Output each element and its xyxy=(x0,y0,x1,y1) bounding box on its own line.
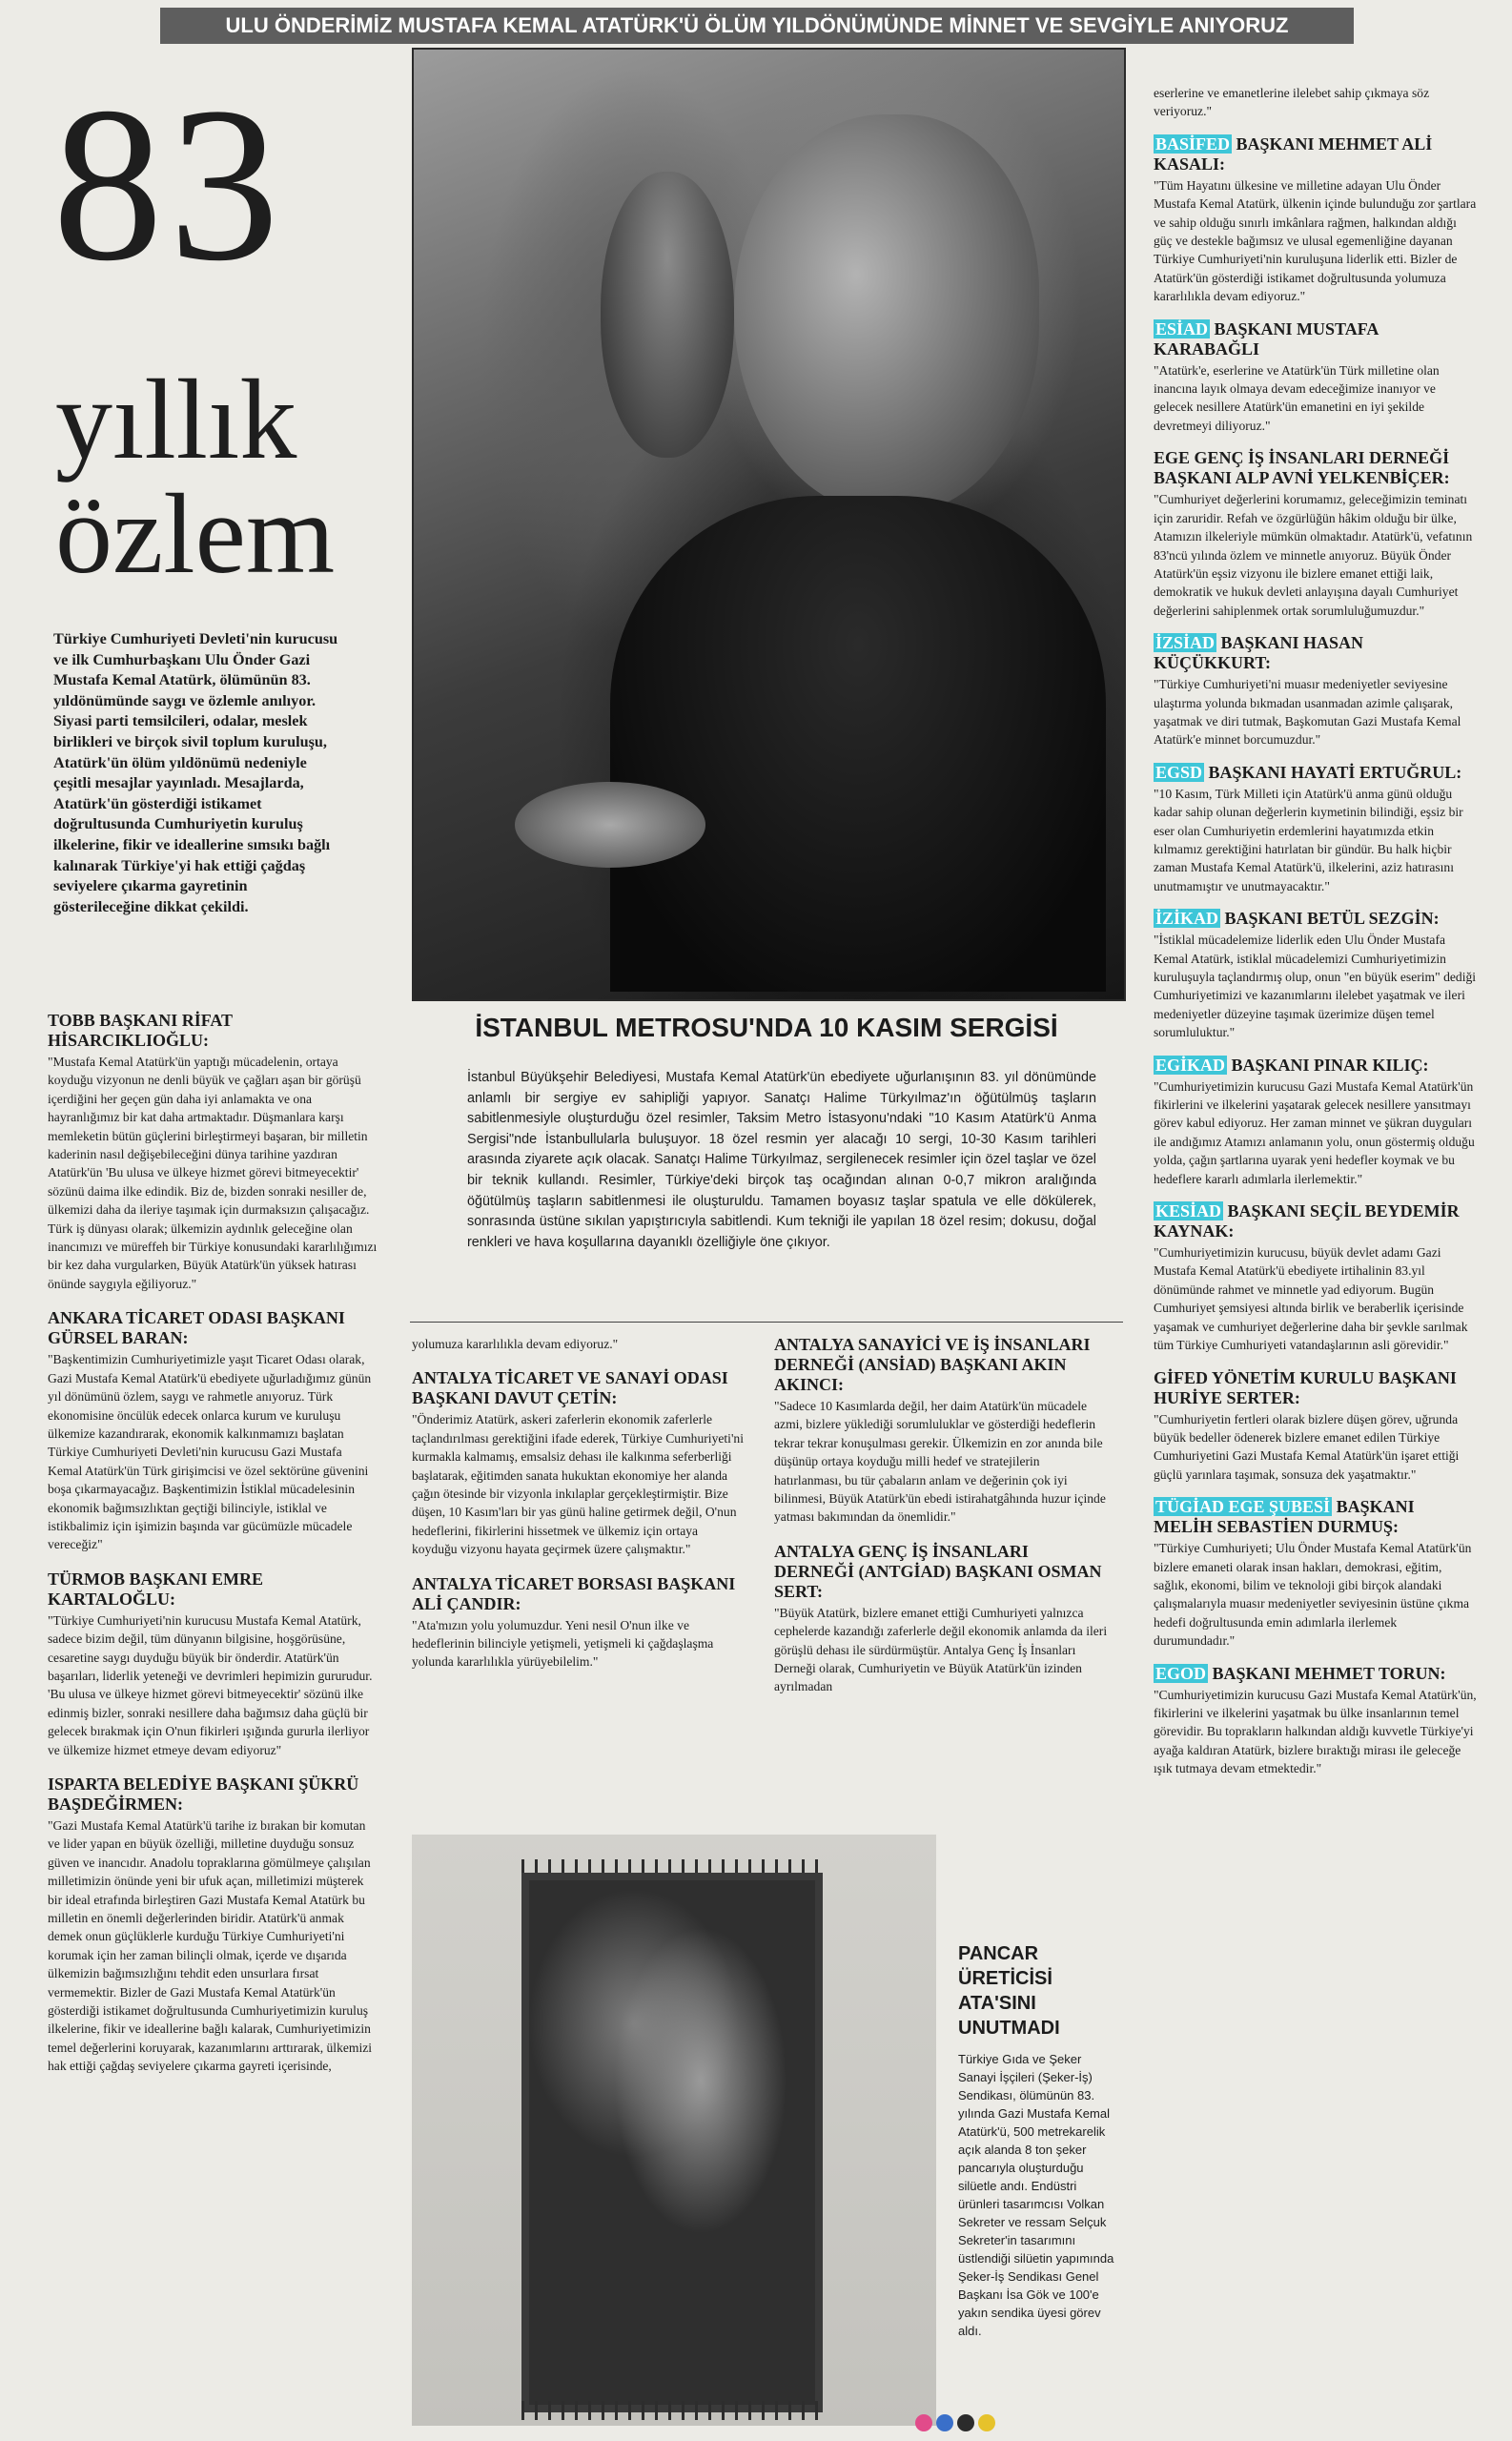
statement-text: "Tüm Hayatını ülkesine ve milletine adayan Ulu Önder Mustafa Kemal Atatürk, ülkenin içinde bulunduğu zor şartlara ve sahip olduğu sınırlı imkânlara rağmen, halkından aldığı güç ve destekle bağımsız ve ulusal egemenliğine dayanan Türkiye Cumhuriyeti'nin kuruluşuna liderlik etti. Bizler de Atatürk'ün gösterdiği istikamet doğrultusunda yolumuza kararlılıkla devam ediyoruz." xyxy=(1154,177,1477,304)
statement xyxy=(1154,1497,1478,1650)
top-banner: ULU ÖNDERİMİZ MUSTAFA KEMAL ATATÜRK'Ü ÖLÜM YILDÖNÜMÜNDE MİNNET VE SEVGİYLE ANIYORUZ xyxy=(160,8,1354,44)
photo-figure-child xyxy=(601,172,734,458)
color-registration-dots xyxy=(915,2414,995,2431)
statement xyxy=(1154,1368,1478,1485)
statement-title: ANTALYA TİCARET VE SANAYİ ODASI BAŞKANI DAVUT ÇETİN: xyxy=(412,1368,728,1408)
statement xyxy=(48,1308,378,1553)
statement xyxy=(1154,1664,1478,1778)
statement-heading xyxy=(48,1308,378,1348)
metro-exhibit-title: İSTANBUL METROSU'NDA 10 KASIM SERGİSİ xyxy=(475,1013,1058,1042)
headline-word-1: yıllık xyxy=(55,356,297,482)
statement-heading xyxy=(1154,1368,1478,1408)
statement-heading xyxy=(1154,1497,1478,1537)
statement-text: "Gazi Mustafa Kemal Atatürk'ü tarihe iz bırakan bir komutan ve lider yapan en büyük özelliği, milletine duyduğu sonsuz güven ve inancıdır. Anadolu topraklarına gömülmeye çalışılan milletimizin önünde yeni bir ufuk açan, milletimizi müşterek bir ideal etrafında birleştiren Gazi Mustafa Kemal Atatürk bu milletin en önemli değerlerinden biridir. Atatürk'ü anmak demek onun güçlüklerle kurduğu Türkiye Cumhuriyeti'ni korumak için her zaman bilinçli olmak, içerde ve dışarıda ülkemizin bağımsızlığını tehdit eden unsurlara fırsat vermemektir. Bizler de Gazi Mustafa Kemal Atatürk'ün gösterdiği istikamet doğrultusunda Cumhuriyetimizin kuruluş ilkelerine, fikir ve ideallerine bağlı kalarak, Cumhuriyetimizin temel değerlerini koruyarak, kazanımlarını arttırarak, ülkemizi hak ettiği çağdaş seviyelere çıkarma gayreti içerisinde, xyxy=(48,1818,373,2074)
statement xyxy=(1154,909,1478,1041)
right-column xyxy=(1154,84,1478,1792)
statement-title: BAŞKANI PINAR KILIÇ: xyxy=(1231,1055,1429,1075)
statement-heading xyxy=(1154,763,1478,783)
statement xyxy=(1154,84,1478,121)
lede-paragraph: Türkiye Cumhuriyeti Devleti'nin kurucusu ve ilk Cumhurbaşkanı Ulu Önder Gazi Mustafa Kemal Atatürk, ölümünün 83. yıldönümünde saygı ve özlemle anılıyor. Siyasi parti temsilcileri, odalar, meslek birlikleri ve birçok sivil toplum kuruluşu, Atatürk'ün ölüm yıldönümü nedeniyle çeşitli mesajlar yayınladı. Mesajlarda, Atatürk'ün gösterdiği istikamet doğrultusunda Cumhuriyetin kuruluş ilkelerine, fikir ve ideallerine sımsıkı bağlı kalınarak Türkiye'yi hak ettiği çağdaş seviyelere çıkarma gayretinin gösterileceğine dikkat çekildi. xyxy=(53,630,338,915)
statement xyxy=(1154,319,1478,436)
statement-title: BAŞKANI SEÇİL BEYDEMİR KAYNAK: xyxy=(1154,1201,1460,1241)
statement xyxy=(48,1011,378,1293)
statement-text: "Cumhuriyetimizin kurucusu Gazi Mustafa Kemal Atatürk'ün fikirlerini ve ilkelerini yaşatarak gelecek nesillere yansıtmayı görev kabul ediyoruz. Her zaman minnet ve şükran duyguları ile andığımız Atamızı anlamanın yolu, onun göstermiş olduğu yolda, çağın şartlarına uyarak yeni hedefler koymak ve bu hedeflere kararlı adımlarla ilerlemektir." xyxy=(1154,1078,1475,1186)
statement xyxy=(774,1335,1108,1527)
pancar-text: Türkiye Gıda ve Şeker Sanayi İşçileri (Şeker-İş) Sendikası, ölümünün 83. yılında Gazi Mustafa Kemal Atatürk'ü, 500 metrekarelik açık alanda 8 ton şeker pancarıyla oluşturduğu silüetle andı. Endüstri ürünleri tasarımcısı Volkan Sekreter ve ressam Selçuk Sekreter'in tasarımını üstlendiği silüetin yapımında Şeker-İş Sendikası Genel Başkanı İsa Gök ve 100'e yakın sendika üyesi görev aldı. xyxy=(958,2052,1114,2338)
statement-title: BAŞKANI BETÜL SEZGİN: xyxy=(1224,909,1440,929)
statement-title: BAŞKANI MUSTAFA KARABAĞLI xyxy=(1154,318,1379,359)
section-divider xyxy=(410,1322,1123,1323)
statement-title: ANTALYA GENÇ İŞ İNSANLARI DERNEĞİ (ANTGİAD) BAŞKANI OSMAN SERT: xyxy=(774,1541,1102,1601)
headline-word-2: özlem xyxy=(55,470,336,597)
statement xyxy=(1154,1201,1478,1354)
photo-pegs-bottom xyxy=(521,2401,823,2420)
statement-text: yolumuza kararlılıkla devam ediyoruz." xyxy=(412,1337,619,1351)
metro-exhibit-text: İstanbul Büyükşehir Belediyesi, Mustafa Kemal Atatürk'ün ebediyete uğurlanışının 83. yıl dönümünde anlamlı bir sergiye ev sahipliği yapıyor. Sanatçı Halime Türkyılmaz'ın öğütülmüş taşların sabitlenmesiyle oluşturduğu özel resimler, Taksim Metro İstasyonu'ndaki "10 Kasım Atatürk'ü Anma Sergisi"nde İstanbullularla buluşuyor. 18 özel resmin yer alacağı 10 sergi, 10-30 Kasım tarihleri arasında ziyarete açık olacak. Sanatçı Halime Türkyılmaz, sergilenecek resimler için özel taşlar ve özel bir teknik kullandı. Resimler, Türkiye'deki birçok taş ocağından alınan 0-0,7 mikron aralığında öğütülmüş taşların sabitlenmesi ile oluşturuldu. Tamamen boyasız taşlar spatula ve elle dökülerek, sonrasında üstüne sıkılan yapıştırıcıyla sabitlendi. Kum tekniği ile yapılan 18 özel resim; dokusu, doğal renkleri ve hava koşullarına dayanıklı özelliğiyle öne çıkıyor. xyxy=(467,1070,1096,1250)
statement-heading xyxy=(1154,1201,1478,1241)
statement-heading xyxy=(1154,319,1478,359)
dot-black xyxy=(957,2414,974,2431)
statement xyxy=(1154,134,1478,306)
pancar-headline: PANCAR ÜRETİCİSİ ATA'SINI UNUTMADI xyxy=(958,1943,1060,2039)
statement-title: BAŞKANI MEHMET TORUN: xyxy=(1212,1663,1446,1683)
statement-title: EGE GENÇ İŞ İNSANLARI DERNEĞİ BAŞKANI ALP AVNİ YELKENBİÇER: xyxy=(1154,448,1450,488)
statement-title: BAŞKANI MEHMET ALİ KASALI: xyxy=(1154,133,1433,174)
statement-text: "Cumhuriyetin fertleri olarak bizlere düşen görev, uğrunda büyük bedeller ödenerek bizlere emanet edilen Türkiye Cumhuriyetini Gazi Mustafa Kemal Atatürk'ün işaret ettiği güçlü yarınlara taşımak, sonsuza dek yaşatmaktır." xyxy=(1154,1411,1460,1482)
photo-figure-body xyxy=(610,496,1106,992)
dot-magenta xyxy=(915,2414,932,2431)
statement-title: ISPARTA BELEDİYE BAŞKANI ŞÜKRÜ BAŞDEĞİRMEN: xyxy=(48,1774,359,1814)
left-column xyxy=(48,1011,378,2091)
org-tag: EGİKAD xyxy=(1155,1055,1226,1075)
statement-title: BAŞKANI HASAN KÜÇÜKKURT: xyxy=(1154,633,1364,673)
headline-number: 83 xyxy=(52,62,285,307)
statement-heading xyxy=(774,1335,1108,1395)
statement-text: "Büyük Atatürk, bizlere emanet ettiği Cumhuriyeti yalnızca cephelerde kazandığı zaferlerle değil ekonomik anlamda da ileri görüşlü dehası ile sürdürmüştür. Antalya Genç İş İnsanları Derneği olarak, Cumhuriyetin ve Büyük Atatürk'ün izinden ayrılmadan xyxy=(774,1605,1108,1694)
statement-heading xyxy=(1154,1664,1478,1684)
statement xyxy=(1154,763,1478,895)
statement-text: "Türkiye Cumhuriyeti'nin kurucusu Mustafa Kemal Atatürk, sadece bizim değil, tüm dünyanın bilgisine, hoşgörüsüne, cesaretine saygı duyduğu büyük bir önderdir. Atatürk'ün başarıları, liderlik yeteneği ve devrimleri hepimizin gururudur. 'Bu ulusa ve ülkeye hizmet görevi bitmeyecektir' sözünü ilke edinmiş bizler, sonraki nesillere daha bağımsız daha güçlü bir gelecek bırakmak için O'nun fikirleri ışığında gururla ilerliyor ve ülkemize hizmet etmeye devam ediyoruz" xyxy=(48,1612,373,1757)
statement-heading xyxy=(1154,633,1478,673)
statement-title: BAŞKANI HAYATİ ERTUĞRUL: xyxy=(1208,762,1462,782)
org-tag: TÜGİAD EGE ŞUBESİ xyxy=(1155,1497,1331,1517)
statement-heading xyxy=(1154,909,1478,929)
statement-heading xyxy=(1154,448,1478,488)
statement-text: "Ata'mızın yolu yolumuzdur. Yeni nesil O'nun ilke ve hedeflerinin bilinciyle yetişmeli, yetişmeli ki çağdaşlaşma yolunda kararlılıkla yürüyebilelim." xyxy=(412,1617,714,1670)
org-tag: İZİKAD xyxy=(1155,909,1219,929)
statement-text: "Sadece 10 Kasımlarda değil, her daim Atatürk'ün mücadele azmi, bizlere yüklediği sorumluluklar ve gösterdiği hedeflerin tekrar tekrar konuşulması gerekir. Ülkemizin en zor anında bile düşünüp ortaya koyduğu milli hedef ve stratejilerin hatırlanması, bu tür çabaların anlam ve değerinin çok iyi bilinmesi, Büyük Atatürk'ün ebedi istirahatgâhında huzur içinde yatması bakımından da önemlidir." xyxy=(774,1399,1106,1525)
statement-heading xyxy=(1154,134,1478,174)
statement-text: "Cumhuriyet değerlerini korumamız, geleceğimizin teminatı için zaruridir. Refah ve özgürlüğün hâkim olduğu bir ülke, Atamızın ilkeleriyle mümkün olmaktadır. Atatürk'ü, vefatının 83'ncü yılında özlem ve minnetle anıyoruz. Büyük Önder Atatürk'ün eşsiz vizyonu ile bizlere emanet ettiği laik, demokratik ve hukuk devleti anlayışına dayalı Cumhuriyet değerlerini sahiplenmek ortak sorumluluğumuzdur." xyxy=(1154,492,1473,618)
statement-text: "Türkiye Cumhuriyeti'ni muasır medeniyetler seviyesine ulaştırma yolunda bıkmadan usanmadan azimle çalışarak, yaşatmak ve diri tutmak, Başkomutan Gazi Mustafa Kemal Atatürk'e minnet borcumuzdur." xyxy=(1154,677,1461,748)
photo-figure-head xyxy=(734,114,1039,515)
statement-text: "Türkiye Cumhuriyeti; Ulu Önder Mustafa Kemal Atatürk'ün bizlere emaneti olarak insan hakları, demokrasi, eğitim, sağlık, ekonomi, bilim ve teknoloji gibi birçok alandaki çalışmalarıyla muasır medeniyetler seviyesinin üstüne çıkma hedefi doğrultusunda emin adımlarla ilerlemek durumundadır." xyxy=(1154,1541,1472,1649)
org-tag: KESİAD xyxy=(1155,1201,1222,1221)
org-tag: EGOD xyxy=(1155,1663,1207,1683)
statement xyxy=(774,1542,1108,1696)
statement xyxy=(48,1569,378,1759)
statement-title: TÜRMOB BAŞKANI EMRE KARTALOĞLU: xyxy=(48,1569,264,1609)
org-tag: EGSD xyxy=(1155,762,1203,782)
statement-title: ANTALYA SANAYİCİ VE İŞ İNSANLARI DERNEĞİ (ANSİAD) BAŞKANI AKIN AKINCI: xyxy=(774,1335,1091,1394)
sugar-beet-silhouette xyxy=(521,1873,823,2412)
statement-heading xyxy=(774,1542,1108,1602)
statement-title: GİFED YÖNETİM KURULU BAŞKANI HURİYE SERTER: xyxy=(1154,1367,1457,1407)
org-tag: İZSİAD xyxy=(1155,633,1216,653)
statement-heading xyxy=(412,1368,746,1408)
statement xyxy=(48,1774,378,2076)
statement-text: "Mustafa Kemal Atatürk'ün yaptığı mücadelenin, ortaya koyduğu vizyonun ne denli büyük ve çağları aşan bir görüşü içerdiğini her geçen gün daha iyi anlamakta ve ona hayranlığımız bir kat daha artmaktadır. Düşmanlara karşı memleketin bütün güçlerini birleştirmeyi başaran, bir milletin kaderinin nasıl değişebileceğini dünya tarihine yazdıran Atatürk'ün 'Bu ulusa ve ülkeye hizmet görevi bitmeyecektir' sözünü daima ilke edindik. Biz de, bizden sonraki nesiller de, ülkemizi daha da ileriye taşımak için durmaksızın çalışacağız. Türk iş dünyası olarak; ülkemizin aydınlık geleceğine olan inancımızı ve müreffeh bir Türkiye konusundaki kararlılığımızı bir kez daha vurgularken, Büyük Atatürk'ün yüksek hatırası önünde saygıyla eğiliyoruz." xyxy=(48,1055,378,1291)
statement-text: "10 Kasım, Türk Milleti için Atatürk'ü anma günü olduğu kadar sahip olunan değerlerin kıymetinin bilindiği, eşsiz bir eser olan Cumhuriyetin erdemlerini hayatımızda etkin kılmamız gerektiğini hatırlatan bir gündür. Bu halk hiçbir zaman Mustafa Kemal Atatürk'ü, ilkelerini, aziz hatırasını unutmamıştır ve unutmayacaktır." xyxy=(1154,786,1463,893)
statement-text: "Atatürk'e, eserlerine ve Atatürk'ün Türk milletine olan inancına layık olmaya devam edeceğimize inanıyor ve gelecek nesillere Atatürk'ün emanetini en iyi şekilde devretmeyi diliyoruz." xyxy=(1154,362,1440,433)
middle-column-a xyxy=(412,1335,746,1687)
org-tag: BASİFED xyxy=(1155,133,1231,154)
statement xyxy=(1154,1056,1478,1188)
statement xyxy=(1154,633,1478,749)
statement-heading xyxy=(48,1011,378,1051)
statement-text: "İstiklal mücadelemize liderlik eden Ulu Önder Mustafa Kemal Atatürk, istiklal mücadelemizi Cumhuriyetimizin kuruluşuyla taçlandırmış olup, onun "en büyük eserim" dediği Cumhuriyetimizi ve kazanımlarını ilelebet yaşatmak ve ileri medeniyetler düzeyine taşımak üzerimize düşen temel sorumluluktur." xyxy=(1154,933,1477,1040)
org-tag: ESİAD xyxy=(1155,318,1209,338)
statement-title: ANKARA TİCARET ODASI BAŞKANI GÜRSEL BARAN: xyxy=(48,1308,345,1348)
statement-text: "Önderimiz Atatürk, askeri zaferlerin ekonomik zaferlerle taçlandırılması gerektiğini ifade ederek, Türkiye Cumhuriyeti'ni kurmakla kalmamış, emsalsiz dehası ile kalkınma seferberliği başlatarak, eğitimden sanata hukuktan ekonomiye her alanda çağın ötesinde bir vizyonla inkılaplar gerçekleştirmiştir. Bize düşen, 10 Kasım'ları bir yas günü haline getirmek değil, O'nun hedeflerini, fikirlerini hissetmek ve ülkemiz için ortaya koyduğu vizyonu hayata geçirmek üzere çalışmaktır." xyxy=(412,1412,744,1557)
statement xyxy=(1154,448,1478,620)
photo-figure-hands xyxy=(515,782,705,868)
statement-text: "Cumhuriyetimizin kurucusu, büyük devlet adamı Gazi Mustafa Kemal Atatürk'ü ebediyete irtihalinin 83.yıl dönümünde rahmet ve minnetle yad ediyorum. Bugün Cumhuriyet şemsiyesi altında birlik ve beraberlik içerisinde yaşamak ve cumhuriyet değerlerine daha bir şevkle sarılmak tüm Türkiye Cumhuriyeti vatandaşlarının asli görevidir." xyxy=(1154,1245,1468,1353)
statement-heading xyxy=(1154,1056,1478,1076)
statement-heading xyxy=(412,1574,746,1614)
statement-title: ANTALYA TİCARET BORSASI BAŞKANI ALİ ÇANDIR: xyxy=(412,1573,736,1613)
middle-column-b xyxy=(774,1335,1108,1712)
statement-text: eserlerine ve emanetlerine ilelebet sahip çıkmaya söz veriyoruz." xyxy=(1154,86,1430,119)
statement xyxy=(412,1335,746,1353)
dot-blue xyxy=(936,2414,953,2431)
statement xyxy=(412,1574,746,1672)
statement-text: "Cumhuriyetimizin kurucusu Gazi Mustafa Kemal Atatürk'ün, fikirlerini ve ilkelerini yaşatmak bu ülke insanlarının temel görevidir. Bu toprakların halkından aldığı kuvvetle Türkiye'yi ayağa kaldıran Atatürk, bizlere bıraktığı mirası ile geleceğe ışık tutmaya devam etmektedir." xyxy=(1154,1687,1477,1776)
statement-text: "Başkentimizin Cumhuriyetimizle yaşıt Ticaret Odası olarak, Gazi Mustafa Kemal Atatürk'ü ebediyete uğurladığımız günün yıl dönümünü özlem, saygı ve rahmetle anıyoruz. Türk ekonomisine öncülük edecek onlarca kurum ve kuruluşu ülkemize kazandırarak, ekonomik kalkınmamızı başlatan Türkiye Cumhuriyeti Devleti'nin kurucusu Gazi Mustafa Kemal Atatürk'ün Türk girişimcisi ve özel sektörüne güvenini boşa çıkarmayacağız. Başkentimizin İstiklal mücadelesinin ekonomik bağımsızlıktan geçtiği bilinciyle, istiklal ve istikbalimiz için işimizin başında var gücümüzle mücadele vereceğiz" xyxy=(48,1352,372,1552)
statement-heading xyxy=(48,1774,378,1815)
statement-title: TOBB BAŞKANI RİFAT HİSARCIKLIOĞLU: xyxy=(48,1011,233,1050)
statement-heading xyxy=(48,1569,378,1610)
statement xyxy=(412,1368,746,1558)
dot-yellow xyxy=(978,2414,995,2431)
statement-title: BAŞKANI MELİH SEBASTİEN DURMUŞ: xyxy=(1154,1497,1415,1537)
